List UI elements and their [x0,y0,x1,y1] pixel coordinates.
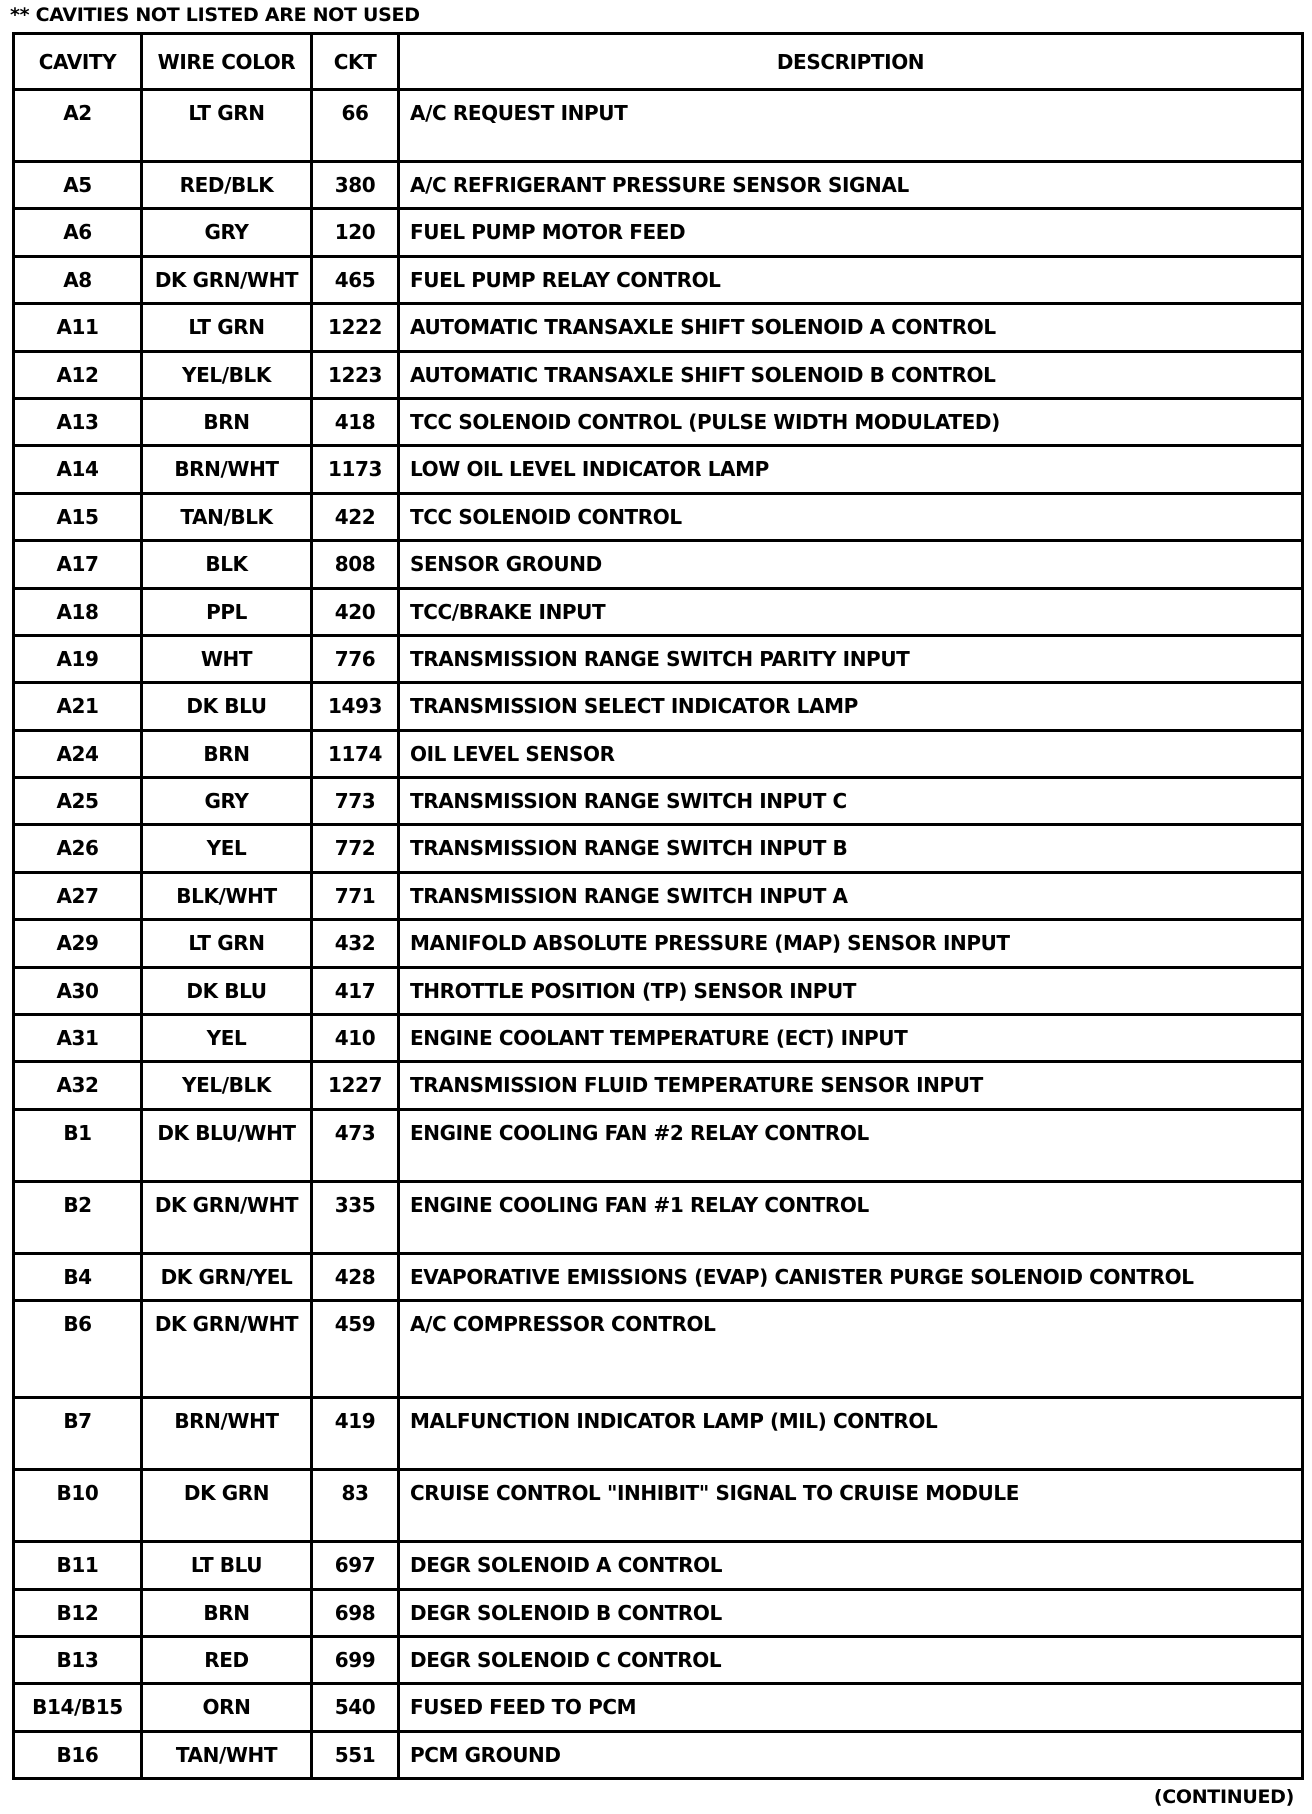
cell-cavity: A24 [14,730,142,777]
cell-description: A/C REFRIGERANT PRESSURE SENSOR SIGNAL [399,162,1303,209]
cell-ckt: 698 [312,1589,399,1636]
cell-description: ENGINE COOLANT TEMPERATURE (ECT) INPUT [399,1015,1303,1062]
table-row [14,1470,1303,1542]
cell-wire-color: YEL/BLK [142,351,312,398]
cell-wire-color: DK GRN/WHT [142,1181,312,1253]
cell-wire-color: TAN/BLK [142,493,312,540]
table-row [14,398,1303,445]
table-row [14,541,1303,588]
cell-ckt: 1227 [312,1062,399,1109]
cell-description: TRANSMISSION FLUID TEMPERATURE SENSOR INPUT [399,1062,1303,1109]
column-header-wire-color: WIRE COLOR [142,34,312,90]
cell-cavity: A11 [14,304,142,351]
cell-ckt: 773 [312,778,399,825]
cell-ckt: 66 [312,90,399,162]
cell-wire-color: WHT [142,635,312,682]
cell-wire-color: BRN/WHT [142,446,312,493]
table-row [14,683,1303,730]
cell-ckt: 419 [312,1398,399,1470]
cell-cavity: B10 [14,1470,142,1542]
cell-wire-color: LT GRN [142,304,312,351]
cell-wire-color: TAN/WHT [142,1731,312,1778]
table-row [14,1253,1303,1300]
cell-cavity: B6 [14,1301,142,1398]
cell-cavity: A14 [14,446,142,493]
cell-cavity: A32 [14,1062,142,1109]
table-body [14,90,1303,1779]
cell-description: EVAPORATIVE EMISSIONS (EVAP) CANISTER PURGE SOLENOID CONTROL [399,1253,1303,1300]
cell-description: FUEL PUMP RELAY CONTROL [399,256,1303,303]
table-row [14,90,1303,162]
cell-ckt: 420 [312,588,399,635]
table-row [14,872,1303,919]
table-row [14,1398,1303,1470]
cell-cavity: B16 [14,1731,142,1778]
table-row [14,256,1303,303]
cell-wire-color: DK GRN/WHT [142,1301,312,1398]
cell-wire-color: BRN [142,398,312,445]
table-row [14,1109,1303,1181]
cell-cavity: A29 [14,920,142,967]
table-row [14,1542,1303,1589]
table-row [14,493,1303,540]
cell-description: A/C COMPRESSOR CONTROL [399,1301,1303,1398]
cell-ckt: 428 [312,1253,399,1300]
cell-cavity: B1 [14,1109,142,1181]
cell-description: DEGR SOLENOID B CONTROL [399,1589,1303,1636]
cavities-note: ** CAVITIES NOT LISTED ARE NOT USED [10,4,420,26]
cell-cavity: A31 [14,1015,142,1062]
cell-description: ENGINE COOLING FAN #2 RELAY CONTROL [399,1109,1303,1181]
table-row [14,446,1303,493]
cell-ckt: 551 [312,1731,399,1778]
cell-description: TRANSMISSION RANGE SWITCH INPUT A [399,872,1303,919]
cell-ckt: 540 [312,1684,399,1731]
table-header-row [14,34,1303,90]
table-row [14,1015,1303,1062]
cell-ckt: 83 [312,1470,399,1542]
cell-cavity: A26 [14,825,142,872]
cell-wire-color: DK BLU [142,967,312,1014]
cell-ckt: 1223 [312,351,399,398]
cell-ckt: 1173 [312,446,399,493]
column-header-description: DESCRIPTION [399,34,1303,90]
table-row [14,1589,1303,1636]
cell-ckt: 418 [312,398,399,445]
table-row [14,162,1303,209]
cell-cavity: B4 [14,1253,142,1300]
cell-wire-color: RED/BLK [142,162,312,209]
cell-ckt: 772 [312,825,399,872]
connector-pinout-table [12,32,1304,1780]
cell-ckt: 432 [312,920,399,967]
cell-description: AUTOMATIC TRANSAXLE SHIFT SOLENOID A CONTROL [399,304,1303,351]
cell-description: TRANSMISSION SELECT INDICATOR LAMP [399,683,1303,730]
table-row [14,209,1303,256]
cell-ckt: 380 [312,162,399,209]
continued-note: (CONTINUED) [1153,1786,1294,1808]
cell-cavity: A18 [14,588,142,635]
table-row [14,730,1303,777]
cell-description: CRUISE CONTROL "INHIBIT" SIGNAL TO CRUISE MODULE [399,1470,1303,1542]
cell-description: FUSED FEED TO PCM [399,1684,1303,1731]
cell-cavity: A12 [14,351,142,398]
table-row [14,1301,1303,1398]
cell-wire-color: PPL [142,588,312,635]
cell-cavity: B2 [14,1181,142,1253]
cell-cavity: A30 [14,967,142,1014]
table-row [14,351,1303,398]
cell-wire-color: DK BLU/WHT [142,1109,312,1181]
table-row [14,588,1303,635]
cell-wire-color: DK GRN/WHT [142,256,312,303]
cell-ckt: 1174 [312,730,399,777]
cell-wire-color: RED [142,1636,312,1683]
cell-wire-color: GRY [142,778,312,825]
cell-description: MANIFOLD ABSOLUTE PRESSURE (MAP) SENSOR INPUT [399,920,1303,967]
cell-cavity: B14/B15 [14,1684,142,1731]
cell-description: THROTTLE POSITION (TP) SENSOR INPUT [399,967,1303,1014]
cell-cavity: A19 [14,635,142,682]
cell-wire-color: DK GRN [142,1470,312,1542]
cell-ckt: 335 [312,1181,399,1253]
table-row [14,1731,1303,1778]
cell-description: ENGINE COOLING FAN #1 RELAY CONTROL [399,1181,1303,1253]
cell-description: TRANSMISSION RANGE SWITCH INPUT B [399,825,1303,872]
cell-description: OIL LEVEL SENSOR [399,730,1303,777]
cell-wire-color: GRY [142,209,312,256]
table-row [14,920,1303,967]
cell-wire-color: LT GRN [142,920,312,967]
cell-description: LOW OIL LEVEL INDICATOR LAMP [399,446,1303,493]
cell-wire-color: YEL [142,1015,312,1062]
cell-ckt: 699 [312,1636,399,1683]
cell-ckt: 1222 [312,304,399,351]
cell-cavity: B12 [14,1589,142,1636]
cell-cavity: A2 [14,90,142,162]
cell-description: AUTOMATIC TRANSAXLE SHIFT SOLENOID B CONTROL [399,351,1303,398]
cell-ckt: 1493 [312,683,399,730]
cell-description: TRANSMISSION RANGE SWITCH INPUT C [399,778,1303,825]
cell-wire-color: LT GRN [142,90,312,162]
cell-wire-color: YEL [142,825,312,872]
cell-description: A/C REQUEST INPUT [399,90,1303,162]
cell-cavity: A8 [14,256,142,303]
cell-wire-color: DK BLU [142,683,312,730]
cell-description: SENSOR GROUND [399,541,1303,588]
cell-description: MALFUNCTION INDICATOR LAMP (MIL) CONTROL [399,1398,1303,1470]
cell-cavity: A25 [14,778,142,825]
table-row [14,825,1303,872]
cell-cavity: B7 [14,1398,142,1470]
table-row [14,1181,1303,1253]
cell-wire-color: BRN [142,730,312,777]
cell-cavity: A5 [14,162,142,209]
cell-cavity: A13 [14,398,142,445]
table-row [14,1062,1303,1109]
column-header-cavity: CAVITY [14,34,142,90]
cell-wire-color: YEL/BLK [142,1062,312,1109]
cell-cavity: B11 [14,1542,142,1589]
cell-ckt: 808 [312,541,399,588]
cell-cavity: A27 [14,872,142,919]
cell-ckt: 771 [312,872,399,919]
cell-ckt: 473 [312,1109,399,1181]
cell-ckt: 465 [312,256,399,303]
cell-wire-color: ORN [142,1684,312,1731]
cell-cavity: A21 [14,683,142,730]
cell-description: TCC/BRAKE INPUT [399,588,1303,635]
cell-ckt: 422 [312,493,399,540]
cell-ckt: 417 [312,967,399,1014]
cell-description: FUEL PUMP MOTOR FEED [399,209,1303,256]
cell-description: PCM GROUND [399,1731,1303,1778]
cell-cavity: A6 [14,209,142,256]
cell-description: TRANSMISSION RANGE SWITCH PARITY INPUT [399,635,1303,682]
cell-cavity: B13 [14,1636,142,1683]
table-row [14,1636,1303,1683]
cell-wire-color: BRN/WHT [142,1398,312,1470]
cell-ckt: 776 [312,635,399,682]
cell-ckt: 120 [312,209,399,256]
column-header-ckt: CKT [312,34,399,90]
cell-wire-color: BLK/WHT [142,872,312,919]
cell-cavity: A17 [14,541,142,588]
cell-ckt: 697 [312,1542,399,1589]
table-row [14,967,1303,1014]
table-row [14,778,1303,825]
cell-description: DEGR SOLENOID A CONTROL [399,1542,1303,1589]
table-row [14,635,1303,682]
cell-wire-color: DK GRN/YEL [142,1253,312,1300]
cell-wire-color: BRN [142,1589,312,1636]
table-row [14,304,1303,351]
cell-wire-color: BLK [142,541,312,588]
cell-ckt: 459 [312,1301,399,1398]
cell-cavity: A15 [14,493,142,540]
cell-description: TCC SOLENOID CONTROL [399,493,1303,540]
cell-wire-color: LT BLU [142,1542,312,1589]
table-row [14,1684,1303,1731]
cell-ckt: 410 [312,1015,399,1062]
cell-description: TCC SOLENOID CONTROL (PULSE WIDTH MODULATED) [399,398,1303,445]
cell-description: DEGR SOLENOID C CONTROL [399,1636,1303,1683]
